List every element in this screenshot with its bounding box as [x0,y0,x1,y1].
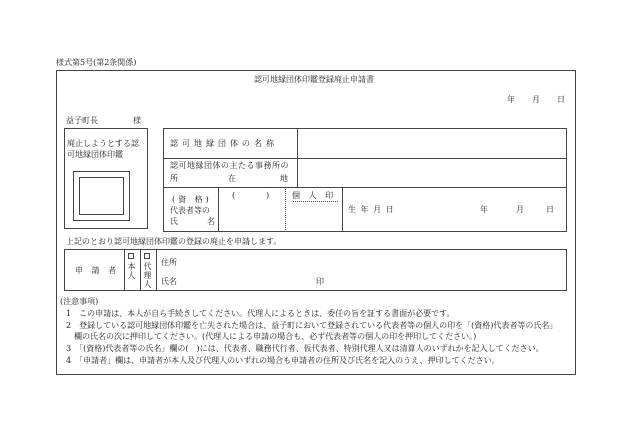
note-item: 3 「(資格)代表者等の氏名」欄の( )には、代表者、職務代行者、仮代表者、特別代理人又は清算人のいずれかを記入してください。 [66,344,544,353]
applicant-self: 本人 [127,262,136,280]
applicant-name-label: 氏名 [161,277,177,286]
seal-dotted-line [293,201,338,202]
org-name-label-a: 氏 [170,217,178,226]
date-year: 年 [507,95,515,104]
statement: 上記のとおり認可地縁団体印鑑の登録の廃止を申請します。 [66,237,282,246]
date-day: 日 [557,95,565,104]
org-rep-label: 代表者等の [170,206,210,215]
org-seal-divider [342,187,343,232]
note-item: 1 この申請は、本人が自ら手続きしてください。代理人によるときは、委任の旨を証する書面が必要です。 [66,309,455,318]
note-item: 欄の氏名の次に押印してください。(代理人による申請の場合も、必ず代表者等の個人の印を押印してください。) [66,332,477,341]
applicant-address-label: 住所 [161,258,177,267]
self-checkbox[interactable] [128,253,134,259]
org-row-divider-1 [163,158,567,159]
applicant-agent: 代理人 [143,262,152,289]
seal-box-label-2: 可地縁団体印鑑 [67,150,123,159]
paren-open: ( [232,191,236,200]
note-item: 2 登録している認可地縁団体印鑑を亡失された場合は、益子町において登録されている代表者等の個人の印を「(資格)代表者等の氏名」 [66,321,558,330]
org-office-label-2c: 地 [280,174,288,183]
org-row-divider-2 [163,187,567,188]
org-office-label-2b: 在 [228,174,236,183]
date-month: 月 [532,95,540,104]
applicant-divider-3 [156,249,157,291]
personal-seal-label: 個 人 印 [292,191,337,200]
org-seal-dotted [285,187,286,232]
birth-day: 日 [546,205,554,214]
org-rep-divider [218,187,219,232]
paren-close: ) [266,191,270,200]
seal-box-label-1: 廃止しようとする認 [67,139,139,148]
seal-impression-inner [79,177,124,215]
notes-heading: (注意事項) [60,297,99,306]
org-office-label-1: 認可地縁団体の主たる事務所の [170,161,289,170]
note-item: 4 「申請者」欄は、申請者が本人及び代理人のいずれの場合も申請者の住所及び氏名を記入のうえ、押印してください。 [66,356,500,365]
org-qual-label: (資 格) [172,195,212,204]
applicant-seal: 印 [316,277,324,286]
birth-label: 生 年 月 日 [348,205,395,214]
form-title: 認可地縁団体印鑑登録廃止申請書 [254,75,374,84]
org-name-label-b: 名 [207,217,215,226]
org-office-label-2a: 所 [170,174,178,183]
org-name-label: 認可地縁団体の名称 [170,139,278,148]
form-number: 様式第5号(第2条関係) [56,58,137,67]
applicant-label: 申 請 者 [75,266,120,275]
org-label-divider [297,128,298,187]
addressee-name: 益子町長 [66,116,98,125]
agent-checkbox[interactable] [144,253,150,259]
birth-year: 年 [480,205,488,214]
applicant-divider-2 [140,249,141,291]
applicant-divider-1 [124,249,125,291]
birth-month: 月 [516,205,524,214]
addressee-honorific: 様 [133,116,141,125]
